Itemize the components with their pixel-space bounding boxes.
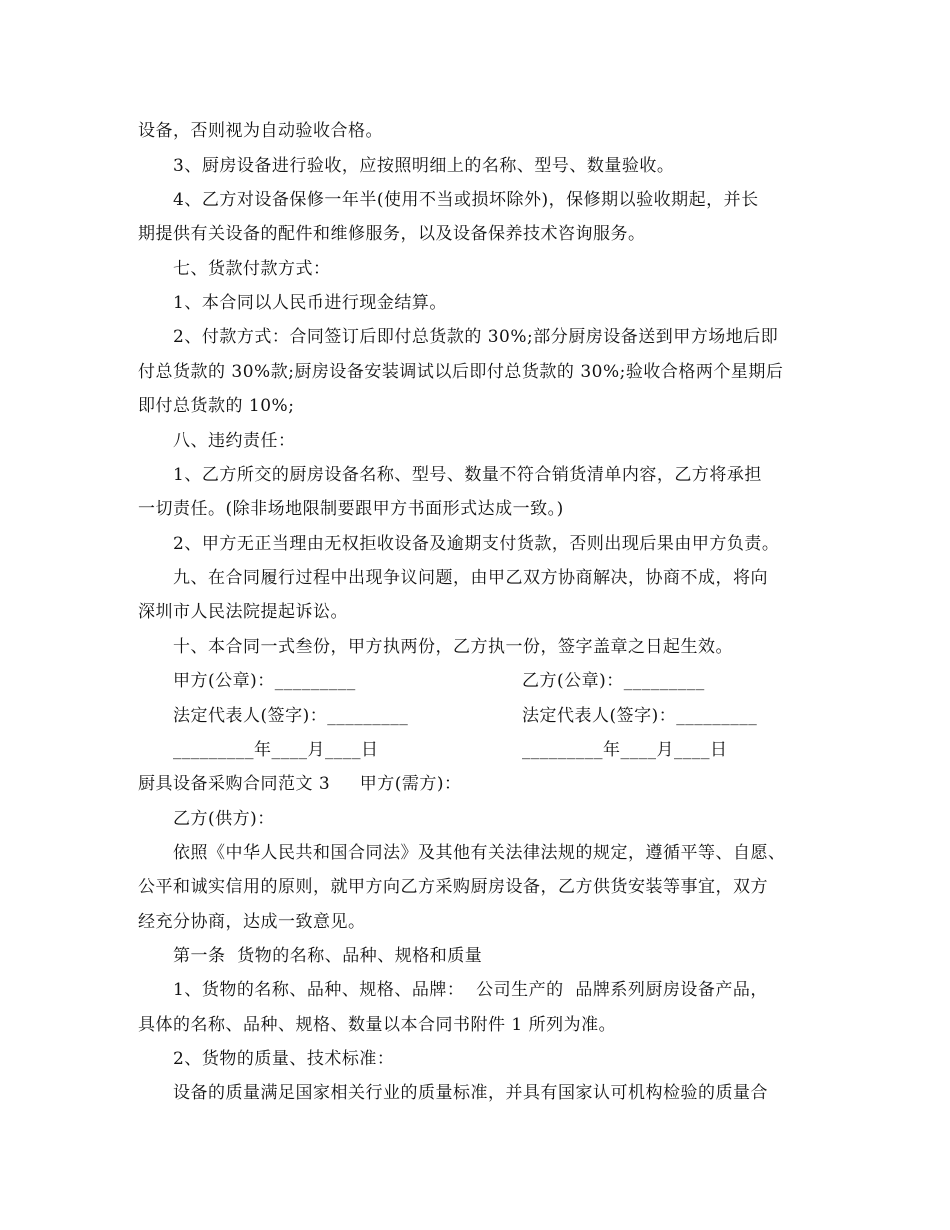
paragraph-line: 期提供有关设备的配件和维修服务，以及设备保养技术咨询服务。	[138, 224, 646, 244]
paragraph-line: 4、乙方对设备保修一年半(使用不当或损坏除外)，保修期以验收期起，并长	[173, 190, 759, 210]
paragraph-line: 公平和诚实信用的原则，就甲方向乙方采购厨房设备，乙方供货安装等事宜，双方	[138, 877, 768, 897]
section-heading: 七、货款付款方式：	[173, 259, 331, 279]
paragraph-line: 3、厨房设备进行验收，应按照明细上的名称、型号、数量验收。	[173, 156, 675, 176]
paragraph-line: 2、货物的质量、技术标准：	[173, 1049, 395, 1069]
paragraph-line: 即付总货款的 10%;	[138, 396, 295, 416]
paragraph-line: 十、本合同一式叁份，甲方执两份，乙方执一份，签字盖章之日起生效。	[173, 637, 733, 657]
party-a-date: _________年____月____日	[173, 740, 379, 760]
paragraph-line: 九、在合同履行过程中出现争议问题，由甲乙双方协商解决，协商不成，将向	[173, 568, 768, 588]
party-a-representative: 法定代表人(签字)：_________	[173, 706, 409, 726]
paragraph-line: 2、付款方式：合同签订后即付总货款的 30%;部分厨房设备送到甲方场地后即	[173, 327, 779, 347]
paragraph-line: 一切责任。(除非场地限制要跟甲方书面形式达成一致。)	[138, 499, 564, 519]
paragraph-line: 1、货物的名称、品种、规格、品牌： 公司生产的 品牌系列厨房设备产品，	[173, 980, 768, 1000]
paragraph-line: 设备，否则视为自动验收合格。	[138, 121, 383, 141]
section-heading: 八、违约责任：	[173, 431, 296, 451]
party-a-seal: 甲方(公章)：_________	[173, 671, 356, 691]
party-b-representative: 法定代表人(签字)：_________	[522, 706, 758, 726]
paragraph-line: 经充分协商，达成一致意见。	[138, 912, 366, 932]
paragraph-line: 1、本合同以人民币进行现金结算。	[173, 293, 447, 313]
paragraph-line: 2、甲方无正当理由无权拒收设备及逾期支付货款，否则出现后果由甲方负责。	[173, 534, 780, 554]
paragraph-line: 付总货款的 30%款;厨房设备安装调试以后即付总货款的 30%;验收合格两个星期后	[138, 362, 784, 382]
paragraph-line: 依照《中华人民共和国合同法》及其他有关法律法规的规定，遵循平等、自愿、	[173, 843, 786, 863]
paragraph-line: 设备的质量满足国家相关行业的质量标准，并具有国家认可机构检验的质量合	[173, 1083, 768, 1103]
contract-title: 厨具设备采购合同范文 3 甲方(需方)：	[138, 774, 462, 794]
paragraph-line: 具体的名称、品种、规格、数量以本合同书附件 1 所列为准。	[138, 1015, 617, 1035]
paragraph-line: 深圳市人民法院提起诉讼。	[138, 602, 348, 622]
party-b-seal: 乙方(公章)：_________	[522, 671, 705, 691]
party-b-date: _________年____月____日	[522, 740, 728, 760]
article-heading: 第一条 货物的名称、品种、规格和质量	[173, 946, 483, 966]
party-b-label: 乙方(供方)：	[173, 809, 275, 829]
paragraph-line: 1、乙方所交的厨房设备名称、型号、数量不符合销货清单内容，乙方将承担	[173, 465, 762, 485]
